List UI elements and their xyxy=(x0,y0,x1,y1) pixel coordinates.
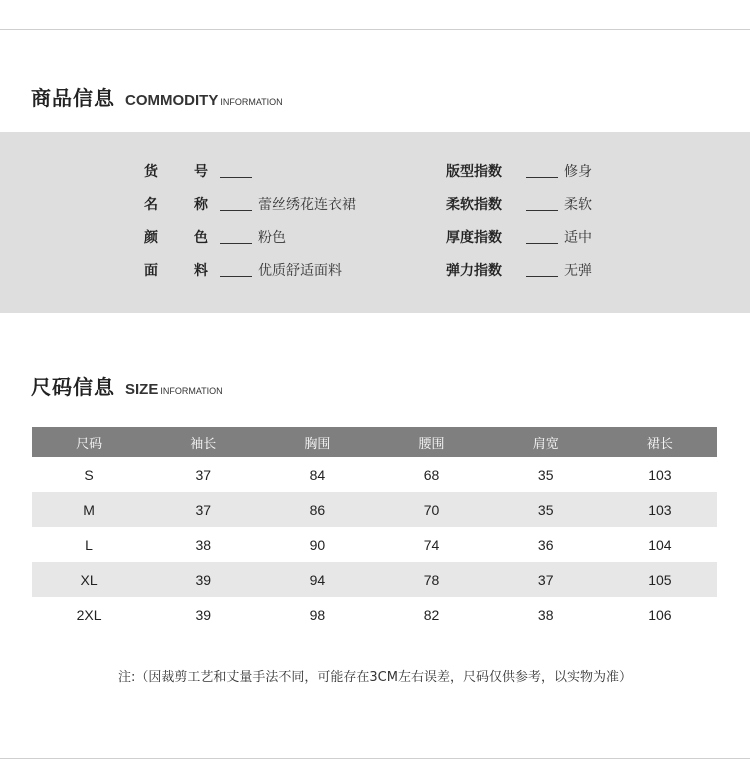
cell: 84 xyxy=(309,466,326,483)
info-label-color xyxy=(144,227,208,247)
label-char: 号 xyxy=(194,164,208,180)
cell: 94 xyxy=(260,562,374,597)
cell: 70 xyxy=(374,492,488,527)
cell: 39 xyxy=(146,562,260,597)
cell: L xyxy=(85,536,93,553)
cell: 78 xyxy=(374,562,488,597)
commodity-info-band xyxy=(0,132,750,313)
col-header: 腰围 xyxy=(374,427,488,457)
info-value-elasticity: 无弹 xyxy=(564,263,592,279)
label-char: 颜 xyxy=(144,230,158,246)
cell: M xyxy=(32,492,146,527)
commodity-section-title xyxy=(31,82,283,111)
cell: 37 xyxy=(489,562,603,597)
blank-line xyxy=(220,198,252,211)
col-header: 肩宽 xyxy=(489,427,603,457)
cell: 106 xyxy=(648,606,672,623)
table-row xyxy=(32,562,717,597)
size-title-cn: 尺码信息 xyxy=(31,375,115,399)
size-note: 注:（因裁剪工艺和丈量手法不同，可能存在3CM左右误差，尺码仅供参考，以实物为准） xyxy=(118,670,632,685)
info-label-thickness: 厚度指数 xyxy=(446,230,502,246)
info-label-sku xyxy=(144,161,208,181)
size-table xyxy=(32,427,717,632)
info-row-thickness xyxy=(446,227,592,247)
blank-line xyxy=(526,231,558,244)
label-char: 色 xyxy=(194,230,208,246)
blank-line xyxy=(526,264,558,277)
cell: 38 xyxy=(537,606,554,623)
table-row xyxy=(32,492,717,527)
bottom-divider xyxy=(0,758,750,759)
info-label-fit: 版型指数 xyxy=(446,164,502,180)
cell: 104 xyxy=(648,536,672,553)
commodity-title-en: COMMODITY xyxy=(125,92,219,109)
info-label-elasticity: 弹力指数 xyxy=(446,263,502,279)
label-char: 货 xyxy=(144,164,158,180)
top-divider xyxy=(0,29,750,30)
cell: 98 xyxy=(309,606,326,623)
info-row-color xyxy=(144,227,286,247)
cell: 103 xyxy=(603,492,717,527)
table-row xyxy=(32,597,717,632)
cell: 2XL xyxy=(76,606,102,623)
col-header: 胸围 xyxy=(260,427,374,457)
cell: 37 xyxy=(146,492,260,527)
info-value-color: 粉色 xyxy=(258,230,286,246)
col-header: 尺码 xyxy=(32,427,146,457)
info-row-softness xyxy=(446,194,592,214)
label-char: 名 xyxy=(144,197,158,213)
blank-line xyxy=(526,165,558,178)
info-value-fit: 修身 xyxy=(564,164,592,180)
cell: 39 xyxy=(195,606,212,623)
info-label-softness: 柔软指数 xyxy=(446,197,502,213)
blank-line xyxy=(220,231,252,244)
cell: 82 xyxy=(423,606,440,623)
cell: S xyxy=(84,466,94,483)
table-row xyxy=(32,527,717,562)
size-title-en: SIZE xyxy=(125,381,159,398)
cell: 35 xyxy=(489,492,603,527)
info-row-fabric xyxy=(144,260,342,280)
cell: 37 xyxy=(195,466,212,483)
info-row-fit xyxy=(446,161,592,181)
size-section-title xyxy=(31,371,223,400)
info-value-name: 蕾丝绣花连衣裙 xyxy=(258,197,356,213)
label-char: 面 xyxy=(144,263,158,279)
cell: 103 xyxy=(648,466,672,483)
info-label-name xyxy=(144,194,208,214)
cell: 36 xyxy=(537,536,554,553)
cell: XL xyxy=(32,562,146,597)
cell: 68 xyxy=(423,466,440,483)
info-row-elasticity xyxy=(446,260,592,280)
cell: 74 xyxy=(423,536,440,553)
cell: 105 xyxy=(603,562,717,597)
info-value-softness: 柔软 xyxy=(564,197,592,213)
cell: 35 xyxy=(537,466,554,483)
col-header: 袖长 xyxy=(146,427,260,457)
blank-line xyxy=(526,198,558,211)
label-char: 料 xyxy=(194,263,208,279)
size-table-header xyxy=(32,427,717,457)
label-char: 称 xyxy=(194,197,208,213)
blank-line xyxy=(220,264,252,277)
info-row-name xyxy=(144,194,356,214)
info-value-thickness: 适中 xyxy=(564,230,592,246)
blank-line xyxy=(220,165,252,178)
cell: 90 xyxy=(309,536,326,553)
info-row-sku xyxy=(144,161,258,181)
cell: 38 xyxy=(195,536,212,553)
col-header: 裙长 xyxy=(603,427,717,457)
commodity-title-cn: 商品信息 xyxy=(31,86,115,110)
table-row xyxy=(32,457,717,492)
commodity-title-en-small: INFORMATION xyxy=(220,97,283,107)
info-value-fabric: 优质舒适面料 xyxy=(258,263,342,279)
size-title-en-small: INFORMATION xyxy=(160,386,223,396)
cell: 86 xyxy=(260,492,374,527)
info-label-fabric xyxy=(144,260,208,280)
